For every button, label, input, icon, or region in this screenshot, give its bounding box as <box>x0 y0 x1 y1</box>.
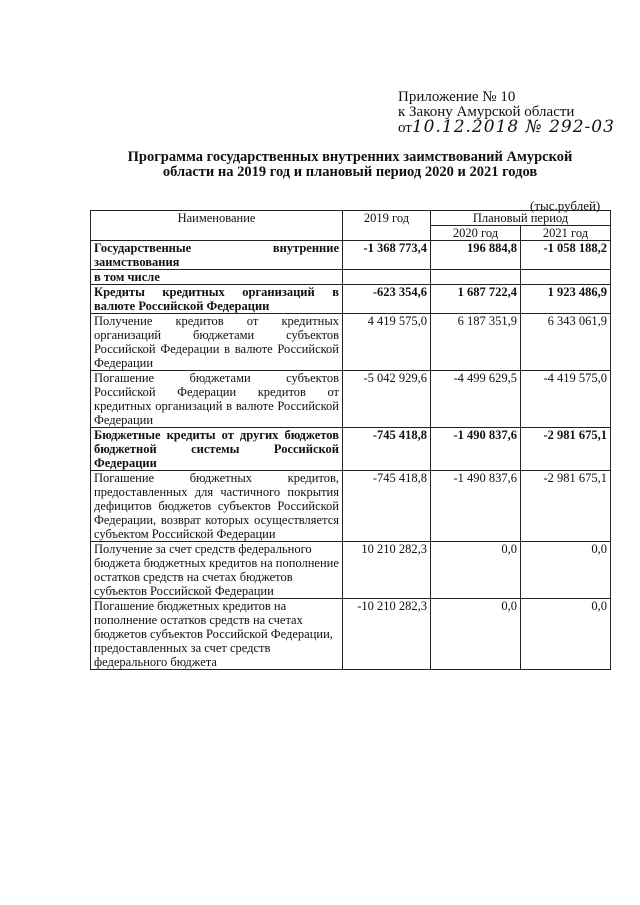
row-name: Государственные внутренние заимствования <box>91 241 343 270</box>
borrowing-program-table <box>90 210 611 670</box>
row-2021: -4 419 575,0 <box>521 371 611 428</box>
row-2019: 4 419 575,0 <box>343 314 431 371</box>
row-2021: -1 058 188,2 <box>521 241 611 270</box>
row-2020: 0,0 <box>431 542 521 599</box>
row-name: Получение кредитов от кредитных организаций бюджетами субъектов Российской Федерации в валюте Российской Федерации <box>91 314 343 371</box>
table-row <box>91 599 611 670</box>
header-2021: 2021 год <box>521 226 611 241</box>
header-name: Наименование <box>91 211 343 241</box>
date-prefix: от <box>398 120 412 136</box>
handwritten-date-number: 10.12.2018 № 292-03 <box>411 117 615 137</box>
row-name: Получение за счет средств федерального бюджета бюджетных кредитов на пополнение остатков средств на счетах бюджетов субъектов Российской Федерации <box>91 542 343 599</box>
row-2021 <box>521 270 611 285</box>
header-2019: 2019 год <box>343 211 431 241</box>
row-2020 <box>431 270 521 285</box>
row-2019 <box>343 270 431 285</box>
table-row <box>91 270 611 285</box>
row-2019: -5 042 929,6 <box>343 371 431 428</box>
row-2020: -4 499 629,5 <box>431 371 521 428</box>
table-row <box>91 471 611 542</box>
law-reference: к Закону Амурской области <box>398 104 575 120</box>
table-row <box>91 428 611 471</box>
row-2019: 10 210 282,3 <box>343 542 431 599</box>
row-2021: -2 981 675,1 <box>521 428 611 471</box>
row-2020: 196 884,8 <box>431 241 521 270</box>
row-name: Кредиты кредитных организаций в валюте Российской Федерации <box>91 285 343 314</box>
header-plan-period: Плановый период <box>431 211 611 226</box>
table-row <box>91 371 611 428</box>
row-2020: -1 490 837,6 <box>431 471 521 542</box>
row-2021: 0,0 <box>521 599 611 670</box>
row-2019: -1 368 773,4 <box>343 241 431 270</box>
row-2019: -745 418,8 <box>343 471 431 542</box>
row-2021: 6 343 061,9 <box>521 314 611 371</box>
row-name: Погашение бюджетных кредитов, предоставленных для частичного покрытия дефицитов бюджетов субъектов Российской Федерации, возврат которых осуществляется субъектом Российской Федерации <box>91 471 343 542</box>
table-row <box>91 314 611 371</box>
appendix-number: Приложение № 10 <box>398 89 516 105</box>
row-2021: -2 981 675,1 <box>521 471 611 542</box>
document-title: Программа государственных внутренних заимствований Амурской области на 2019 год и плановый период 2020 и 2021 годов <box>127 149 573 180</box>
row-2019: -623 354,6 <box>343 285 431 314</box>
row-2020: 0,0 <box>431 599 521 670</box>
table-row <box>91 285 611 314</box>
row-2020: 1 687 722,4 <box>431 285 521 314</box>
units-label: (тыс.рублей) <box>530 198 601 213</box>
row-2021: 0,0 <box>521 542 611 599</box>
row-name: Бюджетные кредиты от других бюджетов бюджетной системы Российской Федерации <box>91 428 343 471</box>
table-header-row <box>91 211 611 226</box>
header-2020: 2020 год <box>431 226 521 241</box>
row-2020: 6 187 351,9 <box>431 314 521 371</box>
row-name: Погашение бюджетных кредитов на пополнение остатков средств на счетах бюджетов субъектов Российской Федерации, предоставленных за счет средств федерального бюджета <box>91 599 343 670</box>
row-2019: -745 418,8 <box>343 428 431 471</box>
table-row <box>91 542 611 599</box>
law-date-line <box>398 117 615 137</box>
row-name: в том числе <box>91 270 343 285</box>
row-2019: -10 210 282,3 <box>343 599 431 670</box>
row-name: Погашение бюджетами субъектов Российской Федерации кредитов от кредитных организаций в валюте Российской Федерации <box>91 371 343 428</box>
appendix-header <box>398 90 615 136</box>
row-2020: -1 490 837,6 <box>431 428 521 471</box>
row-2021: 1 923 486,9 <box>521 285 611 314</box>
table-row <box>91 241 611 270</box>
